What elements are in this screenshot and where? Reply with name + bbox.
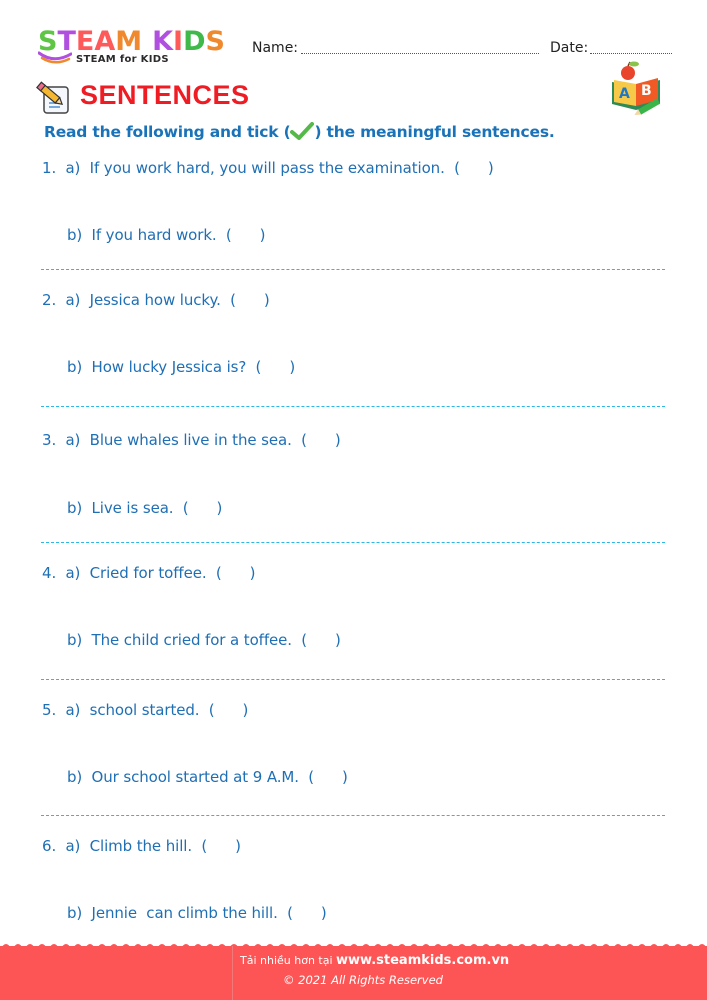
logo-letter: S	[205, 26, 225, 57]
logo-letter: S	[38, 26, 58, 57]
footer-website-link[interactable]: www.steamkids.com.vn	[336, 953, 510, 968]
svg-text:A: A	[619, 86, 630, 102]
name-label: Name:	[252, 40, 299, 56]
abc-book-apple-icon	[606, 60, 668, 116]
question-6a[interactable]: 6. a) Climb the hill. ( )	[42, 837, 241, 855]
footer-prefix: Tải nhiều hơn tại	[240, 954, 337, 967]
footer-download-text	[240, 953, 509, 968]
question-2b[interactable]: b) How lucky Jessica is? ( )	[67, 358, 296, 376]
divider	[41, 406, 665, 407]
svg-text:B: B	[641, 83, 652, 99]
logo-letter: I	[173, 26, 184, 57]
question-4b[interactable]: b) The child cried for a toffee. ( )	[67, 631, 341, 649]
question-3b[interactable]: b) Live is sea. ( )	[67, 499, 223, 517]
instruction-after: ) the meaningful sentences.	[314, 123, 555, 141]
question-5b[interactable]: b) Our school started at 9 A.M. ( )	[67, 768, 348, 786]
footer-copyright: © 2021 All Rights Reserved	[283, 973, 443, 987]
divider	[41, 269, 665, 270]
page-title: SENTENCES	[80, 80, 250, 110]
question-3a[interactable]: 3. a) Blue whales live in the sea. ( )	[42, 431, 341, 449]
divider	[41, 679, 665, 680]
logo-letter: D	[183, 26, 206, 57]
date-field-line[interactable]	[590, 53, 672, 54]
question-4a[interactable]: 4. a) Cried for toffee. ( )	[42, 564, 256, 582]
instruction-text	[44, 122, 555, 141]
question-6b[interactable]: b) Jennie can climb the hill. ( )	[67, 904, 327, 922]
question-5a[interactable]: 5. a) school started. ( )	[42, 701, 249, 719]
footer-divider	[232, 946, 233, 1000]
logo-letter: M	[115, 26, 143, 57]
logo-letter: E	[75, 26, 95, 57]
question-2a[interactable]: 2. a) Jessica how lucky. ( )	[42, 291, 270, 309]
logo-subtitle: STEAM for KIDS	[76, 54, 169, 65]
divider	[41, 815, 665, 816]
question-1a[interactable]: 1. a) If you work hard, you will pass the examination. ( )	[42, 159, 494, 177]
divider	[41, 542, 665, 543]
smile-swoosh-icon	[38, 50, 72, 64]
question-1b[interactable]: b) If you hard work. ( )	[67, 226, 266, 244]
instruction-before: Read the following and tick (	[44, 123, 291, 141]
checkmark-icon	[290, 122, 314, 140]
worksheet-pencil-icon	[36, 81, 72, 115]
name-field-line[interactable]	[301, 53, 539, 54]
date-label: Date:	[550, 40, 589, 56]
logo-letter: K	[152, 26, 174, 57]
logo-letter: T	[57, 26, 76, 57]
steam-kids-logo	[38, 28, 238, 73]
logo-letter: A	[94, 26, 116, 57]
